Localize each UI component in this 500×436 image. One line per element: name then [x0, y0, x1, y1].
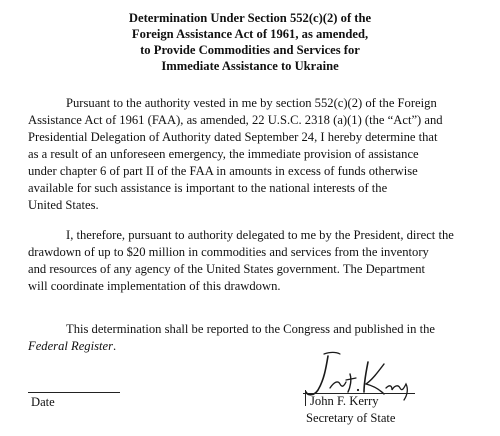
paragraph-line: Pursuant to the authority vested in me by section 552(c)(2) of the Foreign: [66, 96, 437, 110]
date-label: Date: [31, 395, 55, 409]
paragraph-line: available for such assistance is important to the national interests of the: [28, 181, 388, 195]
federal-register-italic: Federal Register: [28, 339, 113, 353]
signer-bracket: [305, 390, 306, 406]
signature-block: [0, 350, 500, 436]
date-signature-line: [28, 392, 120, 393]
paragraph-line: and resources of any agency of the United States government. The Department: [28, 262, 426, 276]
paragraph-line: This determination shall be reported to the Congress and published in the: [66, 322, 435, 336]
paragraph-line: as a result of an unforeseen emergency, the immediate provision of assistance: [28, 147, 419, 161]
title-line-3: to Provide Commodities and Services for: [140, 43, 360, 57]
title-line-4: Immediate Assistance to Ukraine: [161, 59, 339, 73]
paragraph-drawdown: [28, 227, 488, 295]
paragraph-authority: [28, 95, 488, 214]
paragraph-line: will coordinate implementation of this drawdown.: [28, 279, 281, 293]
paragraph-line: United States.: [28, 198, 99, 212]
document-title: [0, 10, 500, 74]
title-line-2: Foreign Assistance Act of 1961, as amended,: [131, 27, 369, 41]
paragraph-line: Presidential Delegation of Authority dated September 24, I hereby determine that: [28, 130, 438, 144]
signer-title: Secretary of State: [306, 411, 396, 425]
signer-name: John F. Kerry: [310, 394, 379, 408]
period: .: [112, 339, 117, 353]
paragraph-line: drawdown of up to $20 million in commodities and services from the inventory: [28, 245, 429, 259]
paragraph-line: under chapter 6 of part II of the FAA in amounts in excess of funds otherwise: [28, 164, 418, 178]
title-line-1: Determination Under Section 552(c)(2) of the: [128, 11, 372, 25]
paragraph-line: I, therefore, pursuant to authority delegated to me by the President, direct the: [66, 228, 454, 242]
paragraph-line: Assistance Act of 1961 (FAA), as amended, 22 U.S.C. 2318 (a)(1) (the “Act”) and: [28, 113, 443, 127]
